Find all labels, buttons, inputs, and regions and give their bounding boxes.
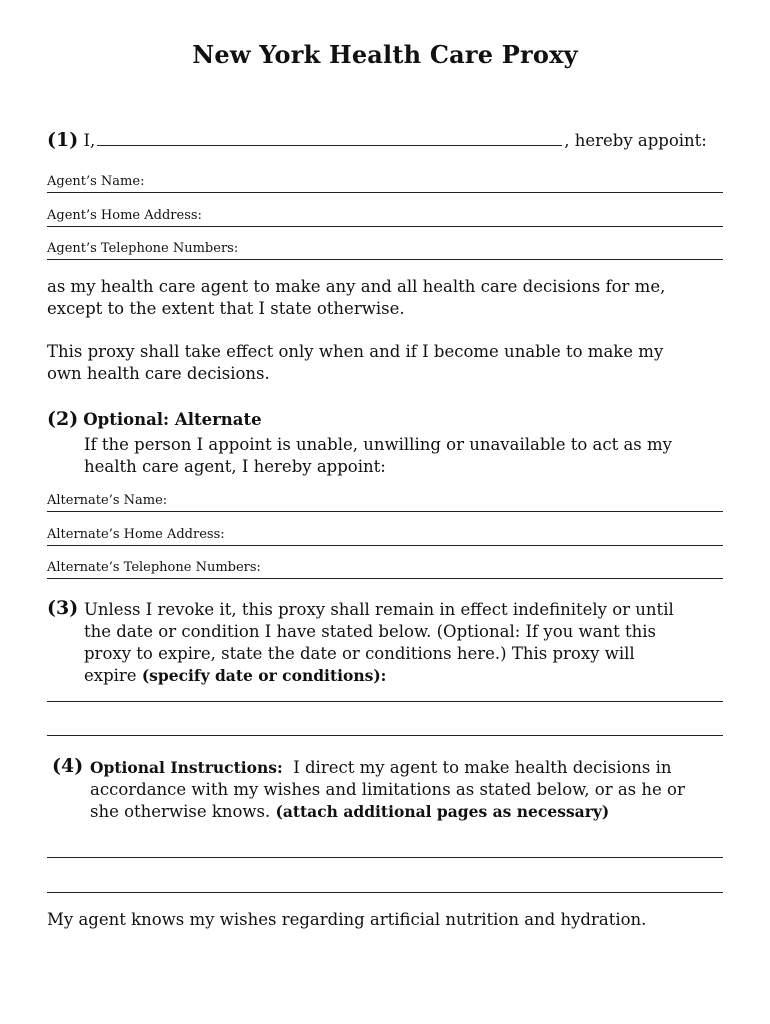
section2-number: (2) — [47, 408, 79, 430]
agent-authority-line-1: as my health care agent to make any and all health care decisions for me, — [47, 277, 666, 296]
section4-number-wrap — [52, 755, 83, 777]
section3-number-wrap — [47, 597, 78, 619]
section1-number: (1) — [47, 129, 79, 151]
section3-paragraph — [84, 599, 674, 687]
section4-line-2: accordance with my wishes and limitations as stated below, or as he or — [90, 780, 685, 799]
agent-name-field[interactable] — [47, 192, 723, 193]
section4-line-3 — [90, 801, 685, 823]
agent-address-field[interactable] — [47, 226, 723, 227]
section2-title: Optional: Alternate — [83, 410, 262, 429]
section3-line-3: proxy to expire, state the date or conditions here.) This proxy will — [84, 644, 635, 663]
section2-paragraph — [84, 434, 672, 478]
expiration-field-line-1[interactable] — [47, 701, 723, 702]
instructions-field-line-2[interactable] — [47, 892, 723, 893]
effect-line-1: This proxy shall take effect only when and if I become unable to make my — [47, 342, 664, 361]
agent-authority-paragraph — [47, 276, 665, 320]
section3-line-4 — [84, 665, 674, 687]
section2-heading — [47, 408, 262, 430]
alternate-name-label: Alternate’s Name: — [47, 493, 168, 508]
section3-number: (3) — [47, 597, 79, 619]
section4-paragraph — [90, 757, 685, 823]
section4-attach-note: (attach additional pages as necessary) — [275, 802, 610, 821]
section3-specify-label: (specify date or conditions): — [141, 666, 387, 685]
agent-name-label: Agent’s Name: — [47, 174, 145, 189]
alternate-address-field[interactable] — [47, 545, 723, 546]
effect-paragraph — [47, 341, 663, 385]
instructions-field-line-1[interactable] — [47, 857, 723, 858]
agent-authority-line-2: except to the extent that I state otherwise. — [47, 299, 405, 318]
agent-phone-label: Agent’s Telephone Numbers: — [47, 241, 239, 256]
page-title: New York Health Care Proxy — [192, 40, 578, 69]
section2-line-2: health care agent, I hereby appoint: — [84, 457, 386, 476]
alternate-phone-label: Alternate’s Telephone Numbers: — [47, 560, 261, 575]
agent-phone-field[interactable] — [47, 259, 723, 260]
expiration-field-line-2[interactable] — [47, 735, 723, 736]
alternate-phone-field[interactable] — [47, 578, 723, 579]
principal-suffix: , hereby appoint: — [564, 131, 707, 150]
section4-line-3-prefix: she otherwise knows. — [90, 802, 271, 821]
section2-line-1: If the person I appoint is unable, unwilling or unavailable to act as my — [84, 435, 672, 454]
section3-line-4-prefix: expire — [84, 666, 137, 685]
section3-line-1: Unless I revoke it, this proxy shall remain in effect indefinitely or until — [84, 600, 674, 619]
section1-appoint-line — [47, 127, 747, 152]
effect-line-2: own health care decisions. — [47, 364, 270, 383]
section4-number: (4) — [52, 755, 84, 777]
section3-line-2: the date or condition I have stated below. (Optional: If you want this — [84, 622, 656, 641]
alternate-address-label: Alternate’s Home Address: — [47, 527, 225, 542]
alternate-name-field[interactable] — [47, 511, 723, 512]
principal-prefix: I, — [83, 131, 96, 150]
agent-address-label: Agent’s Home Address: — [47, 208, 202, 223]
section4-line-1-rest: I direct my agent to make health decisions in — [293, 758, 672, 777]
principal-name-field[interactable] — [97, 127, 562, 146]
nutrition-hydration-statement: My agent knows my wishes regarding artificial nutrition and hydration. — [47, 910, 647, 929]
section4-title: Optional Instructions: — [90, 758, 283, 777]
section4-line-1 — [90, 757, 685, 779]
